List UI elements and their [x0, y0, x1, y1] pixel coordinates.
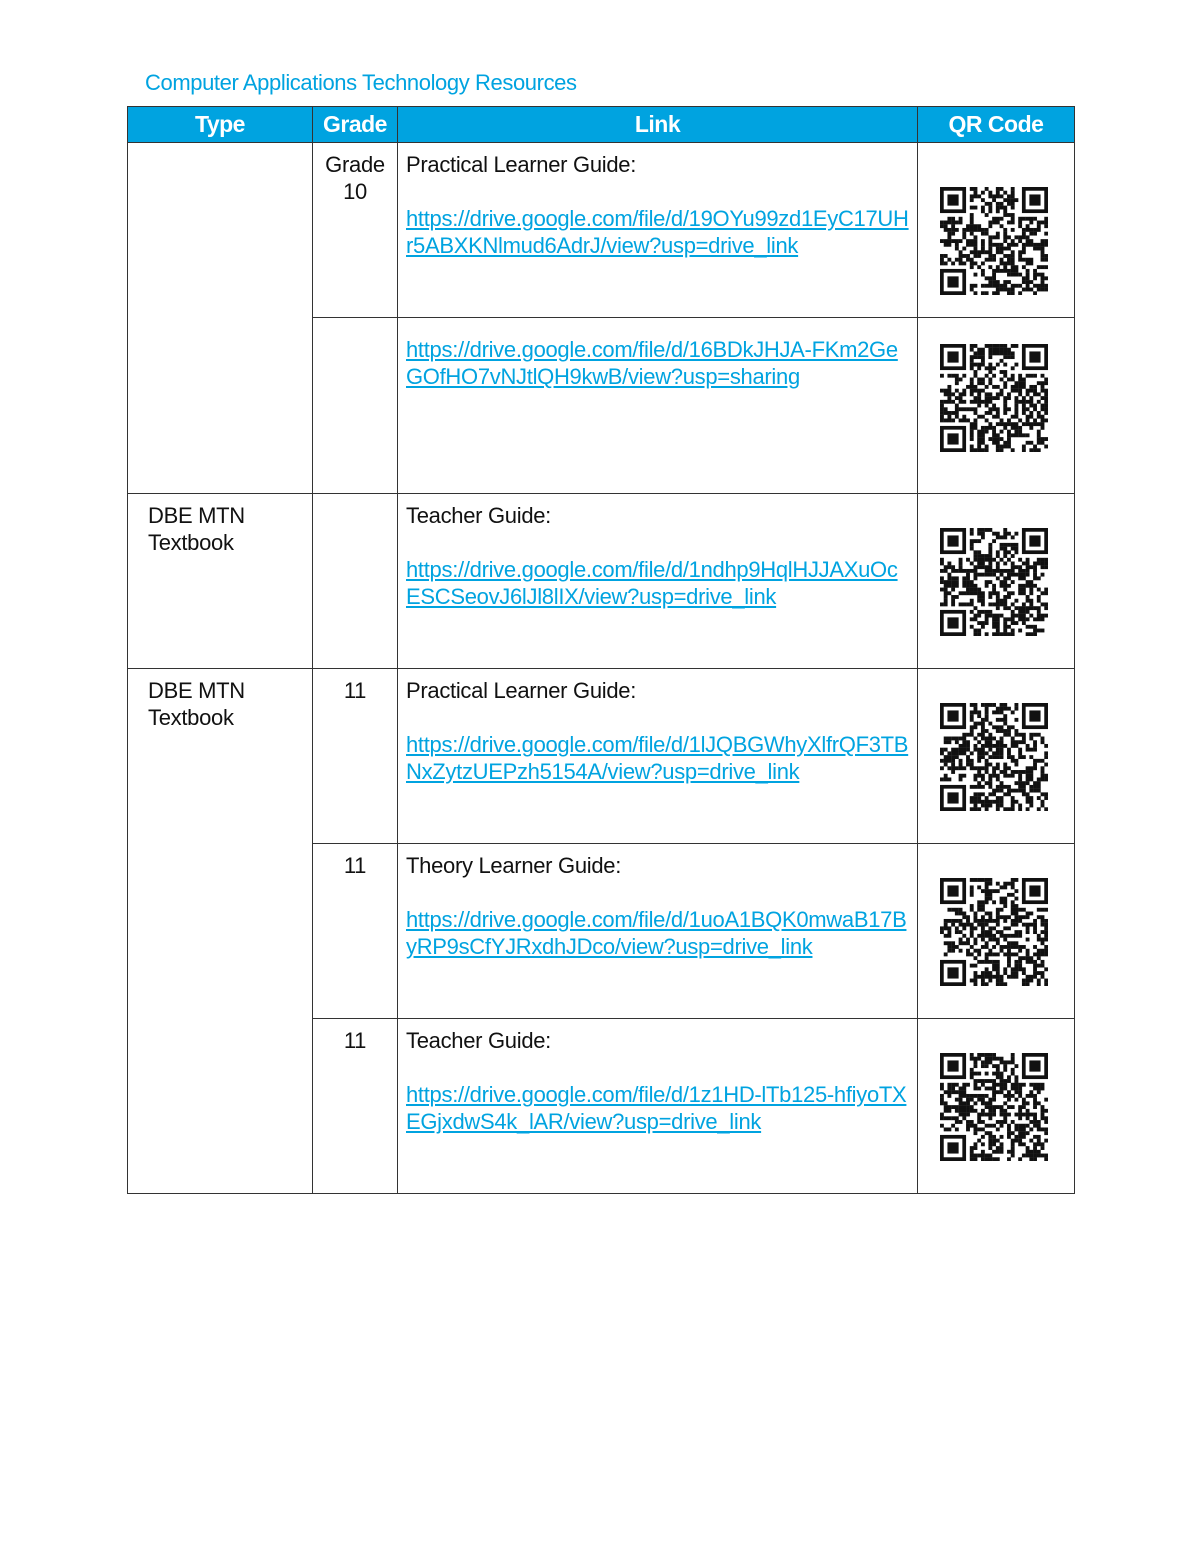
page-title: Computer Applications Technology Resources — [145, 70, 577, 95]
qr-code-icon — [940, 344, 1048, 452]
grade-cell: 11 — [313, 844, 398, 1019]
guide-label: Teacher Guide: — [406, 503, 551, 528]
type-cell: DBE MTN Textbook — [128, 669, 313, 1194]
link-cell — [398, 844, 918, 1019]
link-cell — [398, 494, 918, 669]
table-row — [128, 143, 1075, 318]
table-header-row — [128, 107, 1075, 143]
guide-link[interactable]: https://drive.google.com/file/d/19OYu99zd1EyC17UHr5ABXKNlmud6AdrJ/view?usp=drive_link — [406, 206, 909, 258]
table-row — [128, 669, 1075, 844]
guide-label: Theory Learner Guide: — [406, 853, 622, 878]
qr-code-icon — [940, 878, 1048, 986]
grade-cell — [313, 318, 398, 494]
guide-label: Practical Learner Guide: — [406, 152, 637, 177]
link-cell — [398, 318, 918, 494]
grade-cell: 11 — [313, 1019, 398, 1194]
guide-label: Practical Learner Guide: — [406, 678, 637, 703]
qr-cell — [918, 844, 1075, 1019]
qr-code-icon — [940, 703, 1048, 811]
link-cell — [398, 1019, 918, 1194]
resources-table — [127, 106, 1075, 1194]
guide-link[interactable]: https://drive.google.com/file/d/1z1HD-lTb125-hfiyoTXEGjxdwS4k_lAR/view?usp=drive_link — [406, 1082, 907, 1134]
guide-link[interactable]: https://drive.google.com/file/d/16BDkJHJA-FKm2GeGOfHO7vNJtlQH9kwB/view?usp=sharing — [406, 337, 898, 389]
link-cell — [398, 669, 918, 844]
column-header-link: Link — [398, 107, 918, 143]
qr-cell — [918, 143, 1075, 318]
qr-cell — [918, 669, 1075, 844]
qr-cell — [918, 494, 1075, 669]
type-cell — [128, 143, 313, 494]
column-header-grade: Grade — [313, 107, 398, 143]
qr-code-icon — [940, 187, 1048, 295]
guide-label: Teacher Guide: — [406, 1028, 551, 1053]
table-row — [128, 494, 1075, 669]
guide-link[interactable]: https://drive.google.com/file/d/1lJQBGWhyXlfrQF3TBNxZytzUEPzh5154A/view?usp=drive_link — [406, 732, 909, 784]
qr-code-icon — [940, 528, 1048, 636]
qr-cell — [918, 1019, 1075, 1194]
guide-link[interactable]: https://drive.google.com/file/d/1ndhp9HqlHJJAXuOcESCSeovJ6lJl8lIX/view?usp=drive_link — [406, 557, 898, 609]
qr-code-icon — [940, 1053, 1048, 1161]
link-cell — [398, 143, 918, 318]
grade-cell — [313, 494, 398, 669]
qr-cell — [918, 318, 1075, 494]
grade-cell: 11 — [313, 669, 398, 844]
column-header-type: Type — [128, 107, 313, 143]
grade-cell: Grade 10 — [313, 143, 398, 318]
guide-link[interactable]: https://drive.google.com/file/d/1uoA1BQK0mwaB17ByRP9sCfYJRxdhJDco/view?usp=drive_link — [406, 907, 907, 959]
column-header-qr-code: QR Code — [918, 107, 1075, 143]
type-cell: DBE MTN Textbook — [128, 494, 313, 669]
